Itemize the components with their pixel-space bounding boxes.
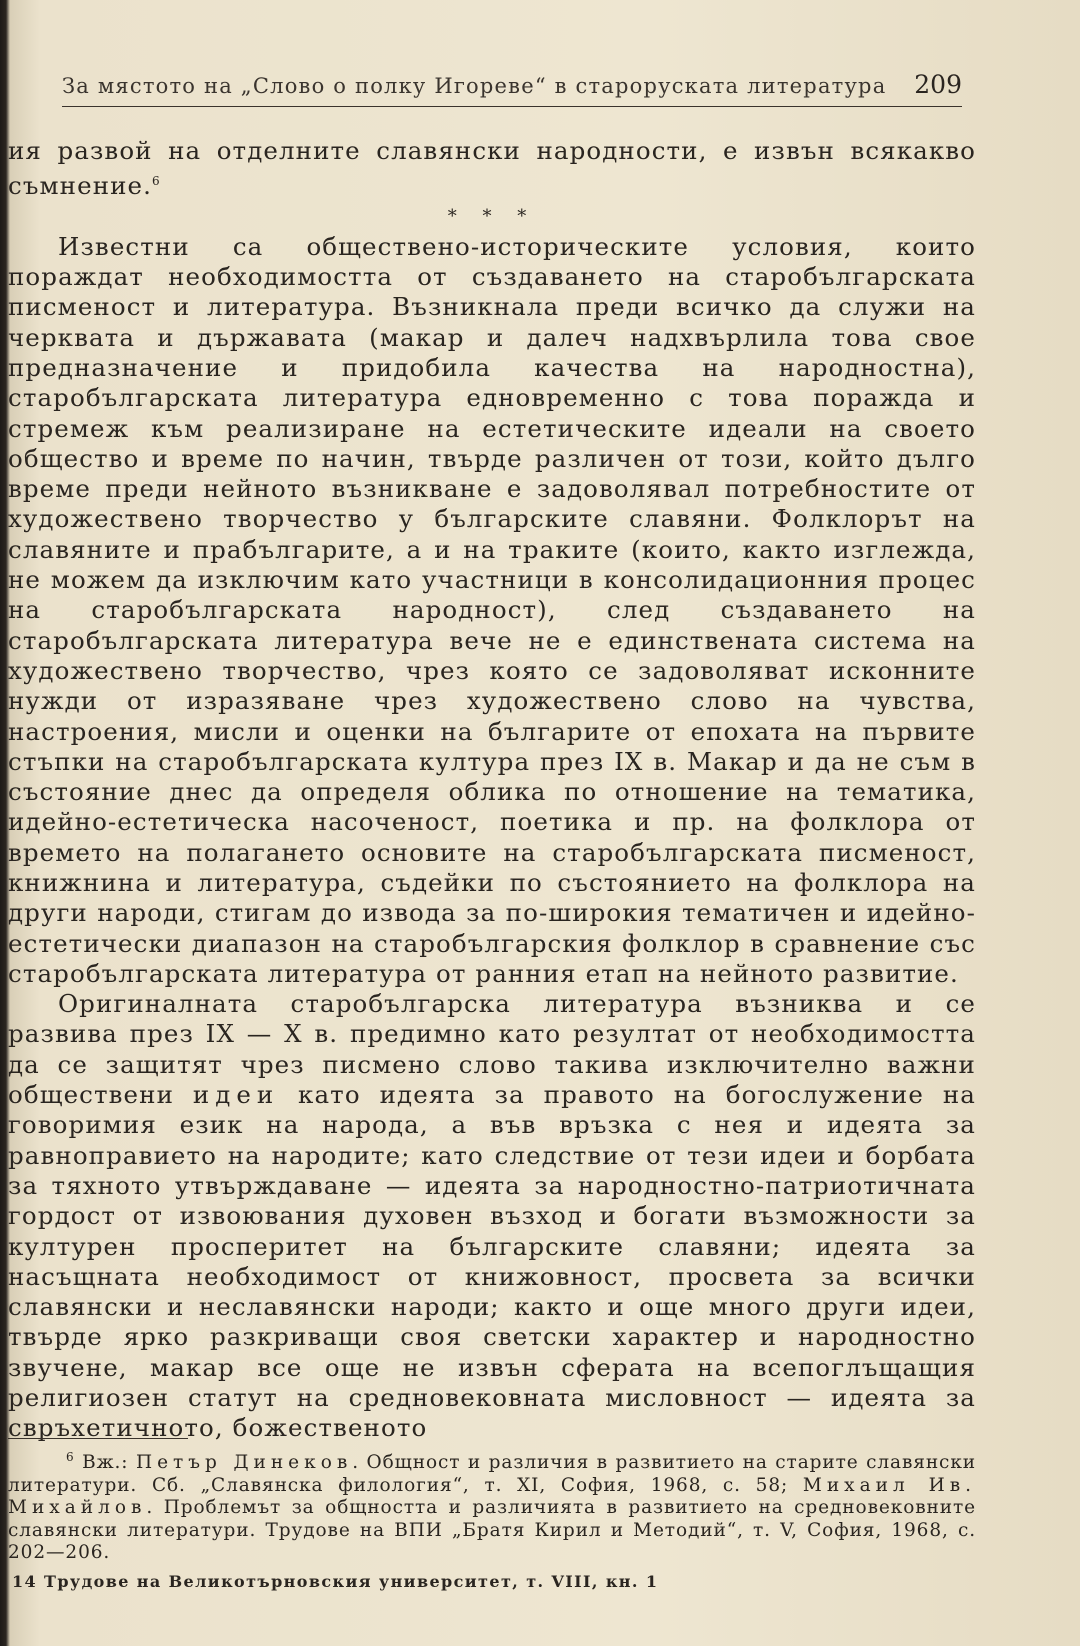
paragraph-3-end: като идеята за правото на богослужение на говоримия език на народа, а във връзка с нея и идеята за равноправието на народите; като следствие от тези идеи и борбата за тяхното утвърждаване — идеята за народностно-патриотичната гордост от извоювания духовен възход и богати възможности за културен просперитет на българските славяни; идеята за насъщната необходимост от книжовност, просвета за всички славянски и неславянски народи; както и още много други идеи, твърде ярко разкриващи своя светски характер и народностно звучене, макар все още не извън сферата на всепоглъщащия религиозен статут на средновековната мисловност — идеята за свръхетичното, божественото <box>8 1080 976 1443</box>
footnote-marker: 6 <box>66 1450 75 1464</box>
spaced-emphasis: идеи <box>192 1080 280 1110</box>
footnote-part-c: . Проблемът за общността и различията в развитието на средновековните славянски литератури. Трудове на ВПИ „Братя Кирил и Методий“, т. V, София, 1968, с. 202—206. <box>8 1497 976 1564</box>
footnote <box>8 1446 976 1565</box>
paragraph-2: Известни са обществено-историческите условия, които пораждат необходимостта от създаването на старобългарската писменост и литература. Възникнала преди всичко да служи на черквата и държавата (макар и далеч надхвърлила това свое предназначение и придобила качества на народностна), старобългарската литература едновременно с това поражда и стремеж към реализиране на естетическите идеали на своето общество и време по начин, твърде различен от този, който дълго време преди нейното възникване е задоволявал потребностите от художествено творчество у българските славяни. Фолклорът на славяните и прабългарите, а и на траките (които, както изглежда, не можем да изключим като участници в консолидационния процес на старобългарската народност), след създаването на старобългарската литература вече не е единствената система на художествено творчество, чрез която се задоволяват исконните нужди от изразяване чрез художествено слово на чувства, настроения, мисли и оценки на българите от епохата на първите стъпки на старобългарската култура през IX в. Макар и да не съм в състояние днес да определя облика по отношение на тематика, идейно-естетическа насоченост, поетика и пр. на фолклора от времето на полагането основите на старобългарската писменост, книжнина и литература, съдейки по състоянието на фолклора на други народи, стигам до извода за по-широкия тематичен и идейно-естетически диапазон на старобългарския фолклор в сравнение със старобългарската литература от ранния етап на нейното развитие. <box>8 231 976 988</box>
footnote-text <box>8 1446 976 1565</box>
page-header <box>62 70 962 107</box>
paragraph-1-text: ия развой на отделните славянски народности, е извън всякакво съмнение. <box>8 136 976 201</box>
footnote-divider <box>8 1438 188 1439</box>
paragraph-3-start: Оригиналната старобългарска литература възниква и се развива през IX — X в. предимно като резултат от необходимостта да се защитят чрез писмено слово такива изключително важни обществени <box>8 989 976 1110</box>
running-head: За мястото на „Слово о полку Игореве“ в староруската литература <box>62 74 887 98</box>
printer-signature: 14 Трудове на Великотърновския университет, т. VIII, кн. 1 <box>12 1572 659 1591</box>
page-number: 209 <box>914 70 962 99</box>
footnote-author-1: Петър Динеков <box>135 1452 353 1474</box>
footnote-reference: 6 <box>152 174 161 189</box>
section-separator: * * * <box>447 205 537 227</box>
footnote-part-a: Вж.: <box>82 1452 136 1474</box>
footnote-part-b: . Общност и различия в развитието на старите славянски литератури. Сб. „Славянска филология“, т. XI, София, 1968, с. 58; <box>8 1452 977 1496</box>
paragraph-3 <box>8 989 976 1443</box>
main-text <box>8 136 976 1444</box>
footnote-author-2: Михаил Ив. Михайлов <box>8 1474 976 1519</box>
paragraph-continued <box>8 136 976 202</box>
